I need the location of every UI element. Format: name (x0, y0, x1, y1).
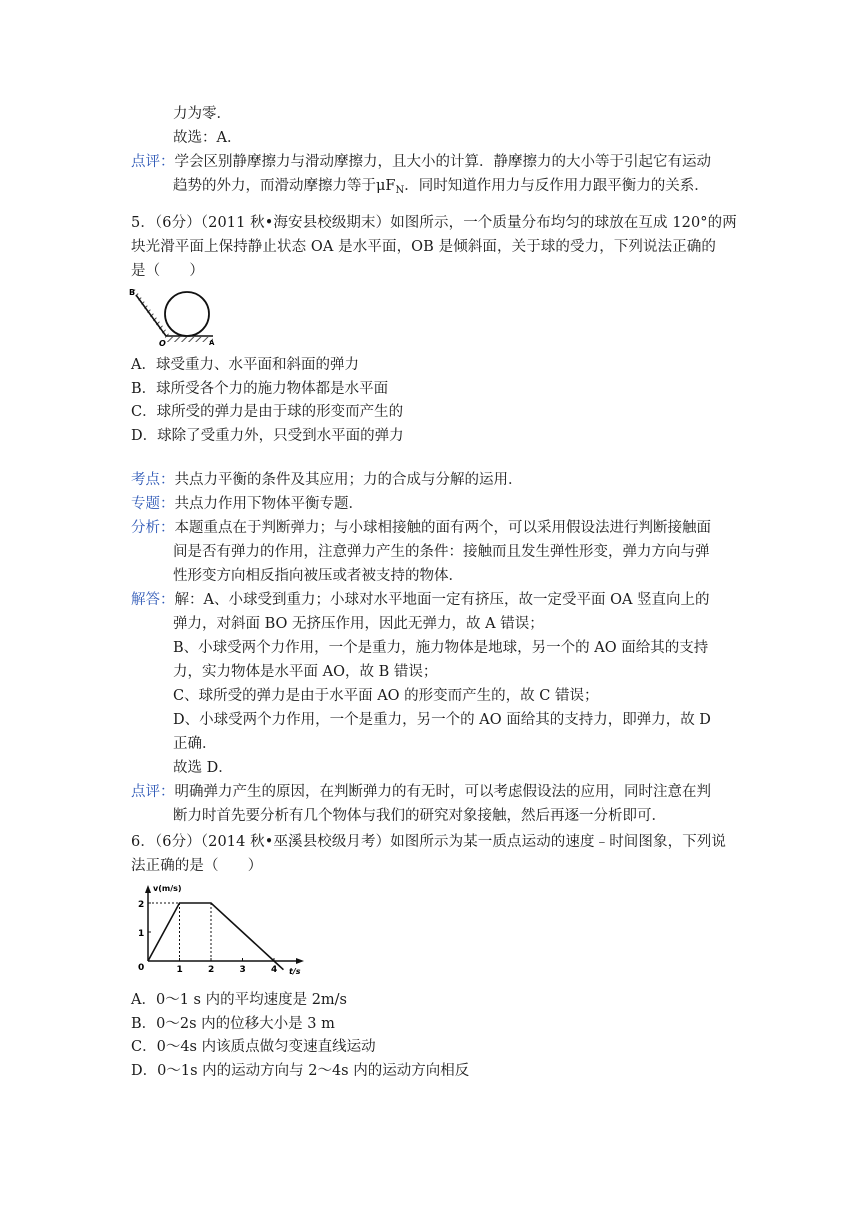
label-a: A (209, 339, 215, 346)
q5-option-a: A．球受重力、水平面和斜面的弹力 (131, 357, 359, 373)
q5-line-3: 是（ ） (131, 263, 204, 279)
jieda-label: 解答： (131, 592, 175, 608)
zhuanti-text: 共点力作用下物体平衡专题． (174, 496, 363, 512)
dianping-line-2: 断力时首先要分析有几个物体与我们的研究对象接触，然后再逐一分析即可． (173, 808, 666, 824)
x-axis-arrow (296, 958, 304, 964)
zhuanti-label: 专题： (131, 496, 175, 512)
x-tick-label: 2 (208, 965, 215, 975)
label-o: O (159, 339, 166, 346)
dianping-text-1: 明确弹力产生的原因，在判断弹力的有无时，可以考虑假设法的应用，同时注意在判 (174, 784, 711, 800)
fenxi-line-3: 性形变方向相反指向被压或者被支持的物体． (173, 568, 463, 584)
kaodian-line (131, 468, 731, 492)
jieda-line-6: D、小球受两个力作用，一个是重力，另一个的 AO 面给其的支持力，即弹力，故 D (173, 712, 711, 728)
q6-line-1: 6．（6分）（2014 秋•巫溪县校级月考）如图所示为某一质点运动的速度﹣时间图象，下列说 (131, 834, 727, 850)
fenxi-label: 分析： (131, 520, 175, 536)
q6-options (131, 988, 731, 1082)
q5-ball-figure (129, 288, 217, 346)
jieda-line-4: 力，实力物体是水平面 AO，故 B 错误； (173, 664, 438, 680)
comment-text-2a: 趋势的外力，而滑动摩擦力等于μF (173, 178, 396, 194)
question-5-stem (131, 211, 737, 283)
prev-comment-line-2 (131, 174, 731, 198)
label-b: B (129, 288, 136, 297)
comment-text-2b: ．同时知道作用力与反作用力跟平衡力的关系． (404, 178, 709, 194)
jieda-line-1 (131, 588, 731, 612)
kaodian-text: 共点力平衡的条件及其应用；力的合成与分解的运用． (174, 472, 523, 488)
prev-answer-block (131, 102, 731, 198)
q5-options (131, 353, 731, 447)
prev-line-1: 力为零． (173, 106, 231, 122)
comment-subscript: N (395, 185, 405, 196)
q5-line-2: 块光滑平面上保持静止状态 OA 是水平面，OB 是倾斜面，关于球的受力，下列说法正确的 (131, 239, 717, 255)
zhuanti-line (131, 492, 731, 516)
x-tick-label: 4 (271, 965, 278, 975)
q5-line-1: 5．（6分）（2011 秋•海安县校级期末）如图所示，一个质量分布均匀的球放在互成 120°的两 (131, 215, 737, 231)
incline-line (136, 295, 166, 336)
jieda-line-7: 正确． (173, 736, 217, 752)
velocity-series-line (148, 903, 283, 970)
q6-line-2: 法正确的是（ ） (131, 858, 263, 874)
q6-option-c: C．0～4s 内该质点做匀变速直线运动 (131, 1039, 376, 1055)
x-tick-label: 1 (176, 965, 183, 975)
question-6-stem (131, 830, 731, 878)
fenxi-line-2: 间是否有弹力的作用，注意弹力产生的条件：接触而且发生弹性形变，弹力方向与弹 (173, 544, 710, 560)
jieda-line-5: C、球所受的弹力是由于水平面 AO 的形变而产生的，故 C 错误； (173, 688, 599, 704)
ball-circle (165, 292, 209, 336)
x-tick-label: 0 (138, 963, 145, 973)
jieda-text-1: 解：A、小球受到重力；小球对水平地面一定有挤压，故一定受平面 OA 竖直向上的 (174, 592, 710, 608)
jieda-line-3: B、小球受两个力作用，一个是重力，施力物体是地球，另一个的 AO 面给其的支持 (173, 640, 709, 656)
comment-text-1: 学会区别静摩擦力与滑动摩擦力，且大小的计算．静摩擦力的大小等于引起它有运动 (174, 154, 711, 170)
y-tick-label: 1 (138, 929, 145, 939)
q6-option-d: D．0～1s 内的运动方向与 2～4s 内的运动方向相反 (131, 1062, 470, 1079)
dianping-label: 点评： (131, 784, 175, 800)
comment-label: 点评： (131, 154, 175, 170)
fenxi-line-1 (131, 516, 731, 540)
y-tick-label: 2 (138, 900, 145, 910)
y-axis-label: v(m/s) (153, 884, 182, 893)
x-axis-label: t/s (289, 967, 301, 976)
floor-hatch (165, 337, 213, 342)
q5-option-d: D．球除了受重力外，只受到水平面的弹力 (131, 427, 404, 444)
x-tick-label: 3 (239, 965, 246, 975)
prev-comment-line-1 (131, 150, 731, 174)
fenxi-text-1: 本题重点在于判断弹力；与小球相接触的面有两个，可以采用假设法进行判断接触面 (174, 520, 711, 536)
q5-analysis (131, 468, 731, 828)
q5-option-b: B．球所受各个力的施力物体都是水平面 (131, 380, 389, 397)
jieda-line-2: 弹力，对斜面 BO 无挤压作用，因此无弹力，故 A 错误； (173, 616, 544, 632)
kaodian-label: 考点： (131, 472, 175, 488)
prev-answer: 故选：A． (173, 130, 242, 146)
q6-option-a: A．0～1 s 内的平均速度是 2m/s (131, 992, 347, 1008)
q5-option-c: C．球所受的弹力是由于球的形变而产生的 (131, 404, 404, 420)
dianping-line-1 (131, 780, 731, 804)
velocity-time-chart (128, 882, 312, 980)
jieda-line-8: 故选 D． (173, 760, 233, 776)
y-axis-arrow (145, 885, 151, 893)
q6-option-b: B．0～2s 内的位移大小是 3 m (131, 1015, 335, 1032)
